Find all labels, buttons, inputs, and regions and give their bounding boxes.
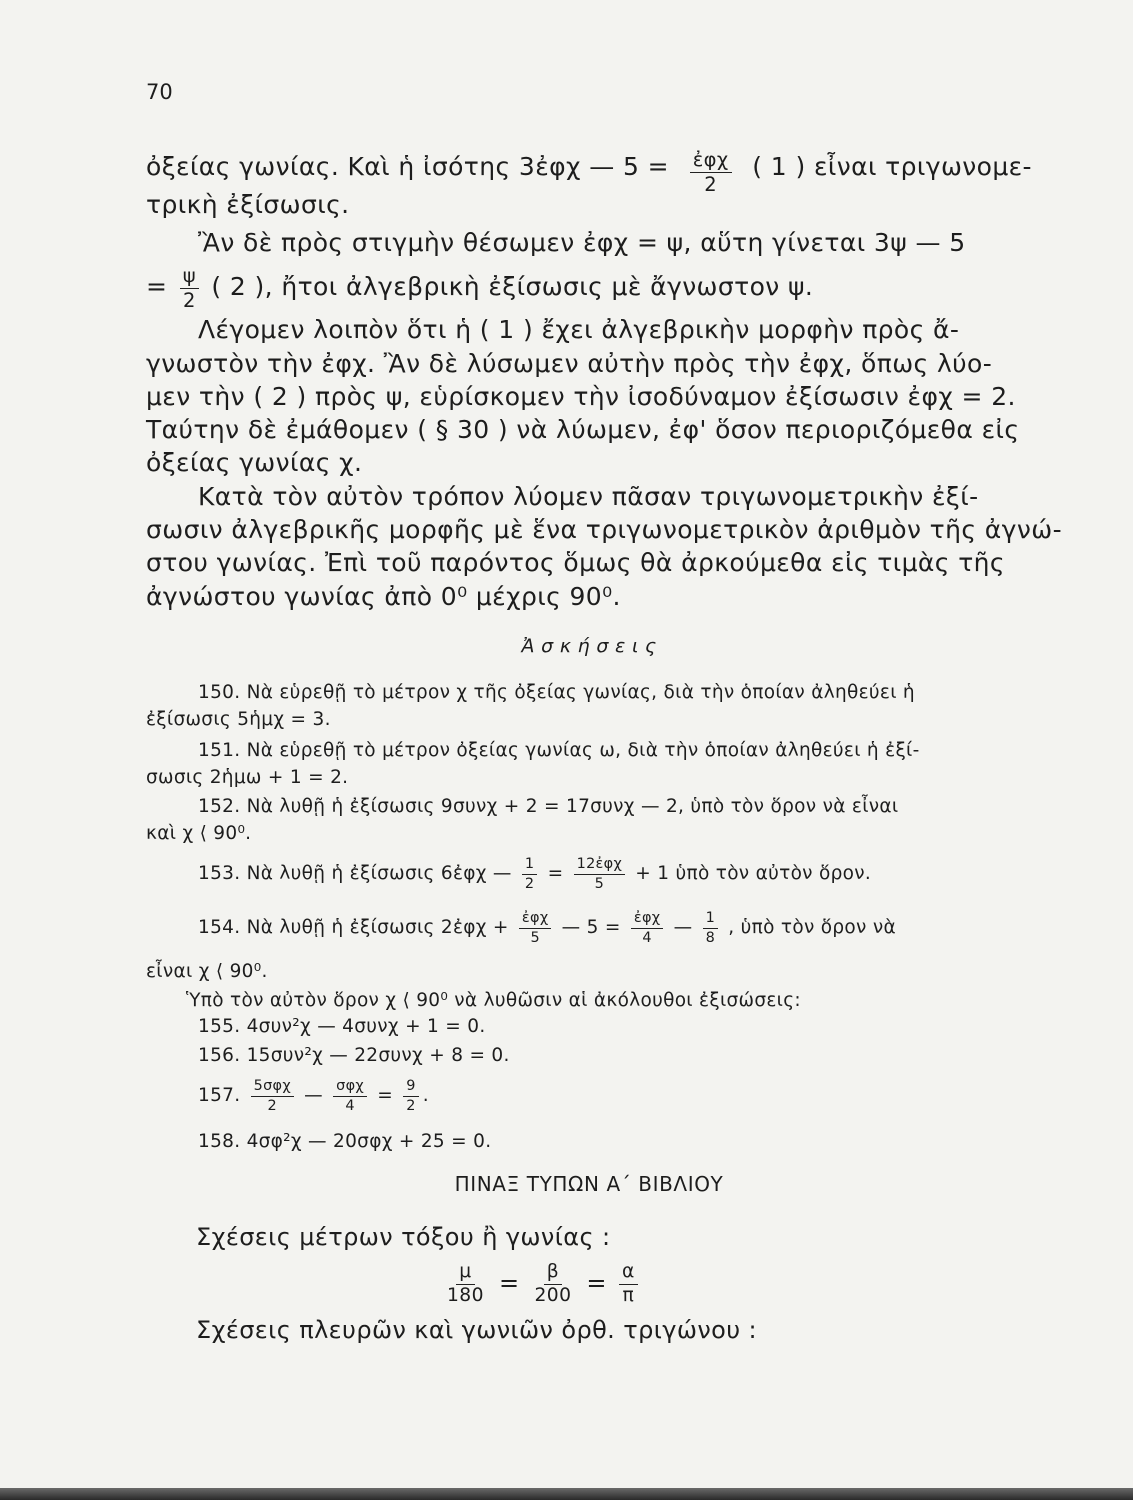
scan-edge — [0, 1488, 1133, 1500]
exercise-150-line2: ἐξίσωσις 5ἡμχ = 3. — [146, 709, 331, 730]
text-line: μεν τὴν ( 2 ) πρὸς ψ, εὑρίσκομεν τὴν ἰσοδύναμον ἐξίσωσιν ἐφχ = 2. — [146, 382, 1016, 411]
fraction: $\frac{\text{σφχ}}{4}$ — [333, 1079, 367, 1113]
exercise-156: 156. 15συν²χ — 22συνχ + 8 = 0. — [198, 1045, 510, 1066]
exercise-151-line1: 151. Νὰ εὑρεθῇ τὸ μέτρον ὀξείας γωνίας ω, διὰ τὴν ὁποίαν ἀληθεύει ἡ ἐξί- — [198, 740, 920, 761]
arc-formula: $\frac{\mu}{180}$ = $\frac{\beta}{200}$ = $\frac{\alpha}{\pi}$ — [440, 1258, 700, 1308]
exercise-155: 155. 4συν²χ — 4συνχ + 1 = 0. — [198, 1016, 486, 1037]
text-line: ὀξείας γωνίας. Καὶ ἡ ἰσότης 3ἐφχ — 5 = $\frac{\text{ἐφχ}}{2}$ ( 1 ) εἶναι τριγωνομε- — [146, 148, 1032, 196]
fraction: $\frac{9}{2}$ — [403, 1079, 418, 1113]
fraction: $\frac{\text{12ἐφχ}}{5}$ — [574, 857, 626, 891]
exercise-154-line2: εἶναι χ ⟨ 90⁰. — [146, 961, 268, 982]
fraction: $\frac{\text{ἐφχ}}{2}$ — [690, 150, 732, 194]
text-line: Λέγομεν λοιπὸν ὅτι ἡ ( 1 ) ἔχει ἀλγεβρικὴν μορφὴν πρὸς ἄ- — [198, 315, 960, 344]
fraction: $\frac{1}{2}$ — [522, 857, 537, 891]
text-line: ὀξείας γωνίας χ. — [146, 448, 363, 477]
relations-triangle-heading: Σχέσεις πλευρῶν καὶ γωνιῶν ὀρθ. τριγώνου : — [196, 1316, 758, 1344]
exercise-152-line2: καὶ χ ⟨ 90⁰. — [146, 823, 252, 844]
exercises-heading: Ἀ σ κ ή σ ε ι ς — [521, 635, 657, 657]
relations-arc-heading: Σχέσεις μέτρων τόξου ἢ γωνίας : — [196, 1223, 611, 1251]
text-line: σωσιν ἀλγεβρικῆς μορφῆς μὲ ἕνα τριγωνομετρικὸν ἀριθμὸν τῆς ἀγνώ- — [146, 515, 1062, 544]
exercise-154-line1: 154. Νὰ λυθῇ ἡ ἐξίσωσις 2ἐφχ + $\frac{\text{ἐφχ}}{5}$ — 5 = $\frac{\text{ἐφχ}}{4}$ — $\frac{1}{8}$ , ὑπὸ τὸν ὅρον νὰ — [198, 910, 896, 946]
fraction: $\frac{\beta}{200}$ — [534, 1260, 572, 1306]
text-line: Κατὰ τὸν αὐτὸν τρόπον λύομεν πᾶσαν τριγωνομετρικὴν ἐξί- — [198, 482, 979, 511]
table-heading: ΠΙΝΑΞ ΤΥΠΩΝ Α΄ ΒΙΒΛΙΟΥ — [454, 1172, 724, 1196]
text-line: Ταύτην δὲ ἐμάθομεν ( § 30 ) νὰ λύωμεν, ἐφ' ὅσον περιοριζόμεθα εἰς — [146, 415, 1020, 444]
text-line: γνωστὸν τὴν ἐφχ. Ἂν δὲ λύσωμεν αὐτὴν πρὸς τὴν ἐφχ, ὅπως λύο- — [146, 349, 993, 378]
exercise-152-line1: 152. Νὰ λυθῇ ἡ ἐξίσωσις 9συνχ + 2 = 17συνχ — 2, ὑπὸ τὸν ὅρον νὰ εἶναι — [198, 796, 899, 817]
text-line: τρικὴ ἐξίσωσις. — [146, 190, 350, 219]
text-line: = $\frac{\psi}{2}$ ( 2 ), ἤτοι ἀλγεβρικὴ ἐξίσωσις μὲ ἄγνωστον ψ. — [146, 264, 814, 312]
fraction: $\frac{\alpha}{\pi}$ — [619, 1263, 638, 1305]
text-line: ἀγνώστου γωνίας ἀπὸ 0⁰ μέχρις 90⁰. — [146, 582, 621, 611]
text-line: Ἂν δὲ πρὸς στιγμὴν θέσωμεν ἐφχ = ψ, αὕτη γίνεται 3ψ — 5 — [198, 228, 966, 257]
fraction: $\frac{\text{ἐφχ}}{4}$ — [631, 911, 664, 945]
fraction: $\frac{\psi}{2}$ — [180, 266, 199, 310]
fraction: $\frac{\mu}{180}$ — [447, 1260, 484, 1306]
exercise-150-line1: 150. Νὰ εὑρεθῇ τὸ μέτρον χ τῆς ὀξείας γωνίας, διὰ τὴν ὁποίαν ἀληθεύει ἡ — [198, 682, 915, 703]
condition-line: Ὑπὸ τὸν αὐτὸν ὅρον χ ⟨ 90⁰ νὰ λυθῶσιν αἱ ἀκόλουθοι ἐξισώσεις: — [186, 990, 801, 1011]
exercise-151-line2: σωσις 2ἡμω + 1 = 2. — [146, 767, 349, 788]
fraction: $\frac{\text{ἐφχ}}{5}$ — [519, 911, 552, 945]
text-line: στου γωνίας. Ἐπὶ τοῦ παρόντος ὅμως θὰ ἀρκούμεθα εἰς τιμὰς τῆς — [146, 548, 1005, 577]
exercise-153: 153. Νὰ λυθῇ ἡ ἐξίσωσις 6ἐφχ — $\frac{1}{2}$ = $\frac{\text{12ἐφχ}}{5}$ + 1 ὑπὸ τὸν αὐτὸν ὅρον. — [198, 856, 872, 892]
fraction: $\frac{\text{5σφχ}}{2}$ — [251, 1079, 294, 1113]
exercise-157: 157. $\frac{\text{5σφχ}}{2}$ — $\frac{\text{σφχ}}{4}$ = $\frac{9}{2}$ . — [198, 1078, 429, 1114]
page-number: 70 — [146, 80, 173, 104]
exercise-158: 158. 4σφ²χ — 20σφχ + 25 = 0. — [198, 1131, 492, 1152]
fraction: $\frac{1}{8}$ — [703, 911, 718, 945]
